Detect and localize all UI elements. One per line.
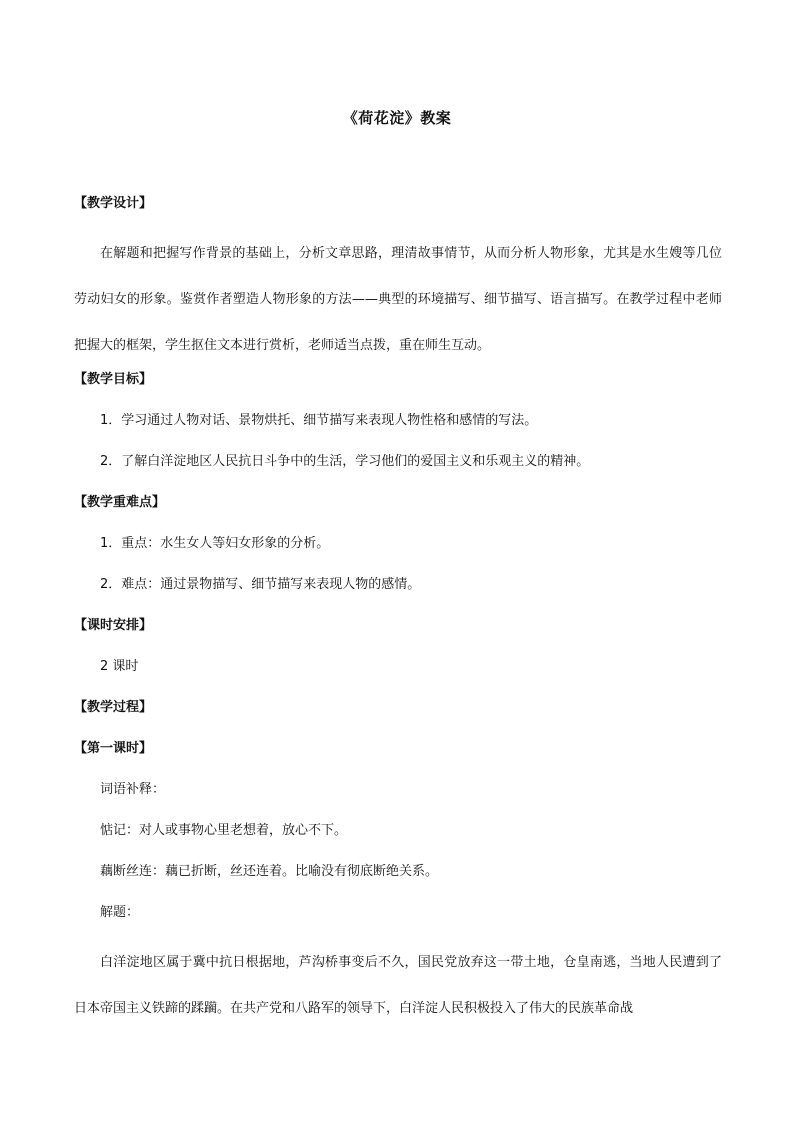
topic-paragraph: 白洋淀地区属于冀中抗日根据地，芦沟桥事变后不久，国民党放弃这一带土地，仓皇南逃，当地人民遭到了日本帝国主义铁蹄的蹂躏。在共产党和八路军的领导下，白洋淀人民积极投入了伟大的民族革命战 <box>74 955 722 1016</box>
vocab-label: 词语补释： <box>100 782 166 797</box>
document-body <box>74 190 722 1029</box>
key-point-item-1: 1．重点：水生女人等妇女形象的分析。 <box>100 536 330 551</box>
key-point-item-2: 2．难点：通过景物描写、细节描写来表现人物的感情。 <box>100 577 421 592</box>
section-heading-goals: 【教学目标】 <box>74 372 153 387</box>
vocab-item-2: 藕断丝连：藕已折断，丝还连着。比喻没有彻底断绝关系。 <box>100 864 439 879</box>
section-heading-first-lesson: 【第一课时】 <box>74 741 153 756</box>
design-paragraph: 在解题和把握写作背景的基础上，分析文章思路，理清故事情节，从而分析人物形象，尤其是水生嫂等几位劳动妇女的形象。鉴赏作者塑造人物形象的方法——典型的环境描写、细节描写、语言描写。在教学过程中老师把握大的框架，学生抠住文本进行赏析，老师适当点拨，重在师生互动。 <box>74 246 722 353</box>
section-heading-key-points: 【教学重难点】 <box>74 495 166 510</box>
page-title: 《荷花淀》教案 <box>342 109 452 127</box>
section-heading-schedule: 【课时安排】 <box>74 618 153 633</box>
goal-item-2: 2．了解白洋淀地区人民抗日斗争中的生活，学习他们的爱国主义和乐观主义的精神。 <box>100 454 590 469</box>
goal-item-1: 1．学习通过人物对话、景物烘托、细节描写来表现人物性格和感情的写法。 <box>100 413 538 428</box>
schedule-text: 2 课时 <box>100 659 139 674</box>
section-heading-process: 【教学过程】 <box>74 700 153 715</box>
topic-label: 解题： <box>100 905 140 920</box>
vocab-item-1: 惦记：对人或事物心里老想着，放心不下。 <box>100 823 348 838</box>
section-heading-design: 【教学设计】 <box>74 196 153 211</box>
